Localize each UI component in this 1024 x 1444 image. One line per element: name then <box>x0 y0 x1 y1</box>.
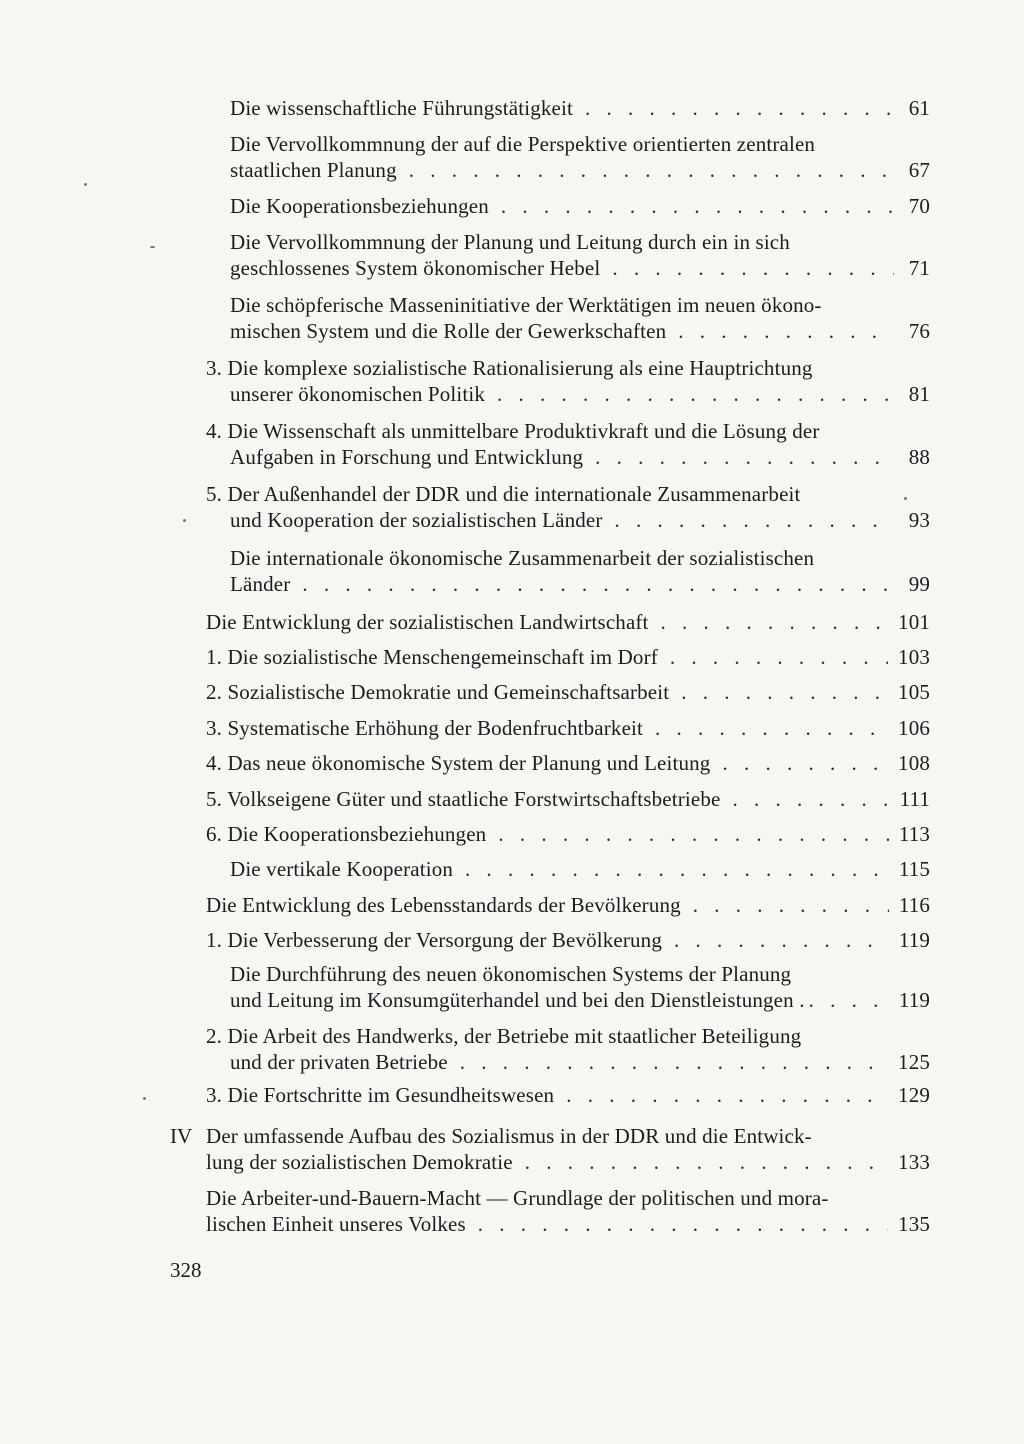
toc-entry-title: 1. Die Verbesserung der Versorgung der Bevölkerung <box>206 928 662 952</box>
toc-entry-title: Die schöpferische Masseninitiative der Werktätigen im neuen ökono- <box>230 293 822 317</box>
dot-leader <box>465 857 889 883</box>
toc-page-number: 133 <box>898 1149 930 1174</box>
toc-entry-title: Die Vervollkommnung der Planung und Leitung durch ein in sich <box>230 230 790 254</box>
dot-leader <box>674 928 889 954</box>
page-number: 328 <box>170 1258 202 1282</box>
toc-entry-title: Die Entwicklung des Lebensstandards der Bevölkerung <box>206 893 681 917</box>
dot-leader <box>498 822 888 848</box>
toc-entry <box>230 194 930 220</box>
dot-leader <box>661 610 889 636</box>
toc-entry-title: Die Entwicklung der sozialistischen Landwirtschaft <box>206 610 649 634</box>
toc-page-number: 67 <box>908 157 930 182</box>
dot-leader <box>615 508 894 534</box>
toc-entry <box>206 716 930 742</box>
toc-entry <box>230 132 930 183</box>
toc-page-number: 129 <box>898 1083 930 1107</box>
toc-entry-title-continued: staatlichen Planung <box>230 157 397 182</box>
toc-entry-title: 6. Die Kooperationsbeziehungen <box>206 822 487 846</box>
dot-leader <box>497 382 894 408</box>
scan-speck <box>143 1097 146 1100</box>
dot-leader <box>670 645 888 671</box>
scan-speck <box>150 246 155 248</box>
toc-page-number: 113 <box>898 822 930 846</box>
toc-entry-title-continued: lung der sozialistischen Demokratie <box>206 1149 513 1174</box>
toc-entry-title-continued: mischen System und die Rolle der Gewerkschaften <box>230 318 667 343</box>
toc-entry <box>206 1083 930 1109</box>
toc-entry <box>230 230 930 281</box>
toc-entry <box>230 962 930 1013</box>
scan-speck <box>183 519 186 522</box>
toc-entry <box>206 482 930 533</box>
toc-entry-title: 3. Die Fortschritte im Gesundheitswesen <box>206 1083 555 1107</box>
toc-entry <box>206 928 930 954</box>
dot-leader <box>595 445 894 471</box>
toc-entry-title-continued: und der privaten Betriebe <box>230 1049 448 1074</box>
toc-page-number: 135 <box>898 1211 930 1236</box>
toc-entry-title-continued: Länder <box>230 571 291 596</box>
toc-page-number: 108 <box>898 751 930 775</box>
toc-entry-title: Die Durchführung des neuen ökonomischen Systems der Planung <box>230 962 792 986</box>
dot-leader <box>722 751 888 777</box>
toc-entry <box>206 1024 930 1075</box>
toc-page-number: 99 <box>908 571 930 596</box>
toc-entry <box>206 1124 930 1175</box>
toc-entry-title-continued: und Leitung im Konsumgüterhandel und bei den Dienstleistungen . <box>230 987 805 1012</box>
dot-leader <box>566 1083 888 1109</box>
toc-page-number: 61 <box>908 96 930 120</box>
toc-page-number: 88 <box>908 444 930 469</box>
toc-entry-title: 3. Die komplexe sozialistische Rationalisierung als eine Hauptrichtung <box>206 356 813 380</box>
dot-leader <box>409 158 894 184</box>
toc-page-number: 116 <box>898 893 930 917</box>
toc-entry <box>206 893 930 919</box>
scan-speck <box>904 497 907 500</box>
toc-entry <box>206 356 930 407</box>
toc-entry <box>206 787 930 813</box>
toc-entry-title-continued: unserer ökonomischen Politik <box>230 381 486 406</box>
toc-entry <box>206 1186 930 1237</box>
toc-page-number: 111 <box>899 787 930 811</box>
toc-entry <box>230 546 930 597</box>
dot-leader <box>809 988 895 1014</box>
toc-entry-title: Die Arbeiter-und-Bauern-Macht — Grundlage der politischen und mora- <box>206 1186 829 1210</box>
dot-leader <box>678 319 894 345</box>
toc-entry-title: 2. Sozialistische Demokratie und Gemeinschaftsarbeit <box>206 680 670 704</box>
toc-entry <box>206 645 930 671</box>
toc-entry-title: Die Vervollkommnung der auf die Perspektive orientierten zentralen <box>230 132 816 156</box>
toc-entry-title: Die vertikale Kooperation <box>230 857 453 881</box>
toc-page-number: 101 <box>898 610 930 634</box>
toc-page-number: 81 <box>908 381 930 406</box>
toc-entry-title: Die Kooperationsbeziehungen <box>230 194 489 218</box>
dot-leader <box>585 96 894 122</box>
toc-page-number: 125 <box>898 1049 930 1074</box>
toc-page-number: 76 <box>908 318 930 343</box>
dot-leader <box>525 1150 888 1176</box>
toc-entry-title-continued: und Kooperation der sozialistischen Länder <box>230 507 603 532</box>
toc-entry-title: Die internationale ökonomische Zusammenarbeit der sozialistischen <box>230 546 815 570</box>
dot-leader <box>460 1050 888 1076</box>
toc-entry-title-continued: Aufgaben in Forschung und Entwicklung <box>230 444 584 469</box>
toc-page-number: 103 <box>898 645 930 669</box>
dot-leader <box>681 680 888 706</box>
toc-entry-title: Die wissenschaftliche Führungstätigkeit <box>230 96 573 120</box>
toc-entry <box>206 822 930 848</box>
dot-leader <box>732 787 889 813</box>
toc-entry-title: Der umfassende Aufbau des Sozialismus in der DDR und die Entwick- <box>206 1124 812 1148</box>
dot-leader <box>612 256 894 282</box>
dot-leader <box>302 572 894 598</box>
toc-entry-title: 5. Volkseigene Güter und staatliche Forstwirtschaftsbetriebe <box>206 787 721 811</box>
toc-entry <box>206 610 930 636</box>
toc-entry-title: 1. Die sozialistische Menschengemeinschaft im Dorf <box>206 645 658 669</box>
dot-leader <box>478 1212 888 1238</box>
toc-page-number: 119 <box>898 987 930 1012</box>
toc-page-number: 71 <box>908 255 930 280</box>
toc-entry-title: 2. Die Arbeit des Handwerks, der Betriebe mit staatlicher Beteiligung <box>206 1024 802 1048</box>
toc-entry-title: 5. Der Außenhandel der DDR und die internationale Zusammenarbeit <box>206 482 801 506</box>
toc-entry <box>230 857 930 883</box>
toc-page-number: 115 <box>898 857 930 881</box>
dot-leader <box>501 194 894 220</box>
dot-leader <box>693 893 889 919</box>
scan-speck <box>84 183 87 186</box>
toc-entry-title-continued: geschlossenes System ökonomischer Hebel <box>230 255 601 280</box>
toc-page-number: 105 <box>898 680 930 704</box>
toc-entry <box>206 680 930 706</box>
toc-page-number: 106 <box>898 716 930 740</box>
toc-entry-title-continued: lischen Einheit unseres Volkes <box>206 1211 466 1236</box>
toc-entry <box>206 751 930 777</box>
toc-entry <box>230 96 930 122</box>
toc-page-number: 119 <box>898 928 930 952</box>
toc-entry-title: 4. Die Wissenschaft als unmittelbare Produktivkraft und die Lösung der <box>206 419 820 443</box>
dot-leader <box>655 716 888 742</box>
toc-entry <box>230 293 930 344</box>
toc-entry <box>206 419 930 470</box>
toc-entry-title: 3. Systematische Erhöhung der Bodenfruchtbarkeit <box>206 716 644 740</box>
toc-page-number: 70 <box>908 194 930 218</box>
toc-entry-title: 4. Das neue ökonomische System der Planung und Leitung <box>206 751 711 775</box>
part-numeral: IV <box>170 1124 193 1148</box>
toc-page-number: 93 <box>908 507 930 532</box>
